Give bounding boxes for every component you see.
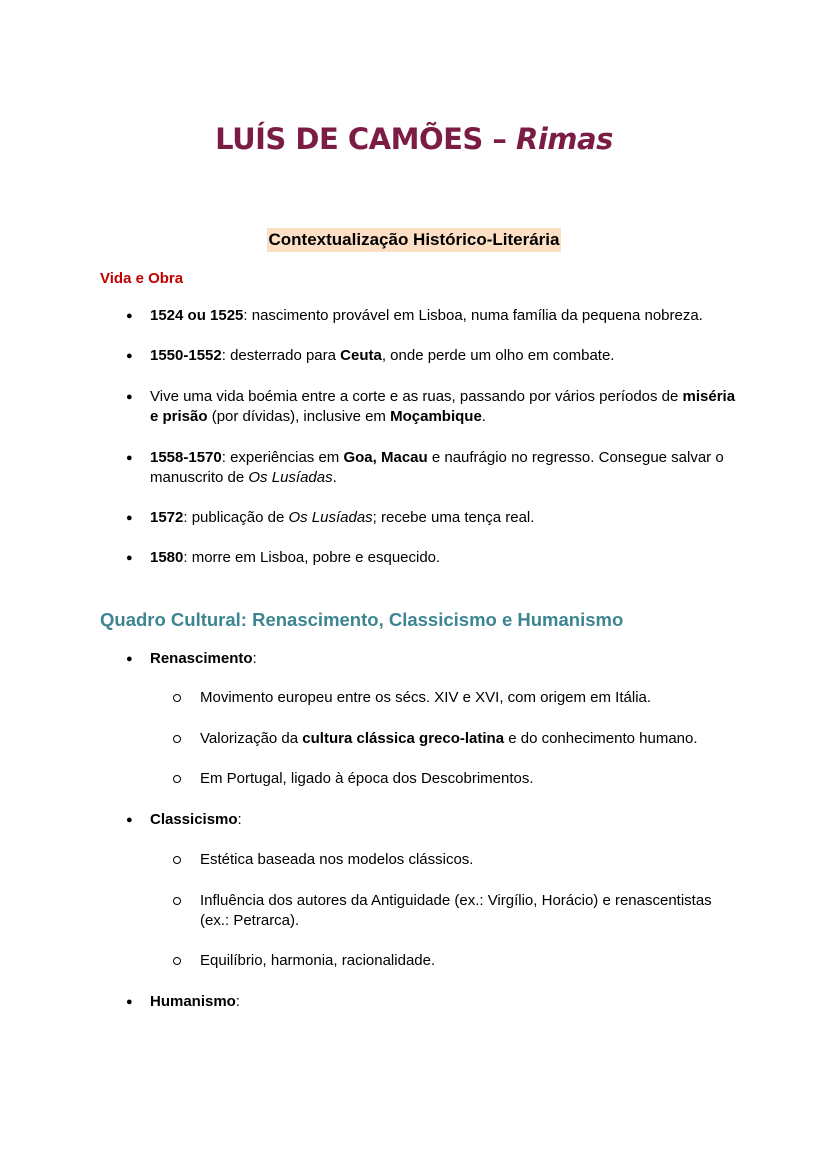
- item-bold: 1558-1570: [150, 449, 222, 466]
- item-text: e naufrágio no regresso. Consegue salvar o manuscrito de: [150, 449, 724, 486]
- item-bold: Classicismo: [150, 811, 238, 828]
- bullet-icon: ●: [126, 310, 133, 322]
- sub-list-item: Equilíbrio, harmonia, racionalidade.: [200, 952, 436, 969]
- heading-vida-obra: Vida e Obra: [100, 270, 184, 287]
- bullet-icon: ●: [126, 512, 133, 524]
- item-text: : desterrado para: [221, 347, 341, 364]
- section-subtitle: Contextualização Histórico-Literária: [267, 228, 562, 252]
- item-text: .: [332, 469, 337, 486]
- heading-quadro-cultural: Quadro Cultural: Renascimento, Classicismo e Humanismo: [100, 609, 624, 630]
- item-bold: Renascimento: [150, 650, 253, 667]
- item-text: e do conhecimento humano.: [504, 730, 698, 747]
- list-item: [150, 306, 740, 326]
- item-bold: 1550-1552: [150, 347, 222, 364]
- list-item: [150, 387, 740, 427]
- item-bold: cultura clássica greco-latina: [302, 730, 505, 747]
- circle-bullet-icon: [173, 957, 181, 965]
- item-text: :: [252, 650, 257, 667]
- list-item-humanismo: [150, 992, 740, 1012]
- item-italic: Os Lusíadas: [288, 509, 373, 526]
- item-text: Valorização da: [200, 730, 303, 747]
- circle-bullet-icon: [173, 856, 181, 864]
- item-text: ; recebe uma tença real.: [372, 509, 535, 526]
- item-italic: Os Lusíadas: [248, 469, 333, 486]
- item-bold: Ceuta: [340, 347, 382, 364]
- item-bold: 1572: [150, 509, 184, 526]
- subtitle-wrapper: [0, 228, 828, 252]
- sub-list-item: Movimento europeu entre os sécs. XIV e XVI, com origem em Itália.: [200, 689, 652, 706]
- bullet-icon: ●: [126, 552, 133, 564]
- item-bold: 1580: [150, 549, 184, 566]
- list-item: [150, 448, 740, 488]
- item-text: :: [237, 811, 242, 828]
- sub-list-item: Em Portugal, ligado à época dos Descobrimentos.: [200, 770, 534, 787]
- circle-bullet-icon: [173, 694, 181, 702]
- item-text: : experiências em: [221, 449, 344, 466]
- item-bold: miséria e prisão: [150, 388, 736, 425]
- document-title: [0, 122, 828, 156]
- bullet-icon: ●: [126, 996, 133, 1008]
- item-text: , onde perde um olho em combate.: [381, 347, 615, 364]
- item-text: .: [481, 408, 486, 425]
- bullet-icon: ●: [126, 391, 133, 403]
- item-bold: Humanismo: [150, 993, 236, 1010]
- bullet-icon: ●: [126, 814, 133, 826]
- item-text: : publicação de: [183, 509, 289, 526]
- list-item-renascimento: [150, 649, 740, 669]
- item-text: : morre em Lisboa, pobre e esquecido.: [183, 549, 441, 566]
- item-bold: Moçambique: [390, 408, 482, 425]
- bullet-icon: ●: [126, 452, 133, 464]
- title-italic: Rimas: [516, 122, 613, 156]
- title-main: LUÍS DE CAMÕES –: [215, 122, 517, 156]
- circle-bullet-icon: [173, 735, 181, 743]
- sub-list-item: [200, 729, 740, 749]
- circle-bullet-icon: [173, 775, 181, 783]
- list-item: [150, 346, 740, 366]
- list-item-classicismo: [150, 810, 740, 830]
- item-text: Vive uma vida boémia entre a corte e as ruas, passando por vários períodos de: [150, 388, 683, 405]
- item-bold: Goa, Macau: [343, 449, 428, 466]
- sub-list-item: Estética baseada nos modelos clássicos.: [200, 851, 474, 868]
- circle-bullet-icon: [173, 897, 181, 905]
- sub-list-item: Influência dos autores da Antiguidade (ex.: Virgílio, Horácio) e renascentistas (ex.: Petrarca).: [200, 892, 712, 929]
- item-bold: 1524 ou 1525: [150, 307, 244, 324]
- list-item: [150, 548, 740, 568]
- bullet-icon: ●: [126, 350, 133, 362]
- item-text: :: [235, 993, 241, 1010]
- item-text: : nascimento provável em Lisboa, numa família da pequena nobreza.: [243, 307, 703, 324]
- bullet-icon: ●: [126, 653, 133, 665]
- list-item: [150, 508, 740, 528]
- item-text: (por dívidas), inclusive em: [207, 408, 391, 425]
